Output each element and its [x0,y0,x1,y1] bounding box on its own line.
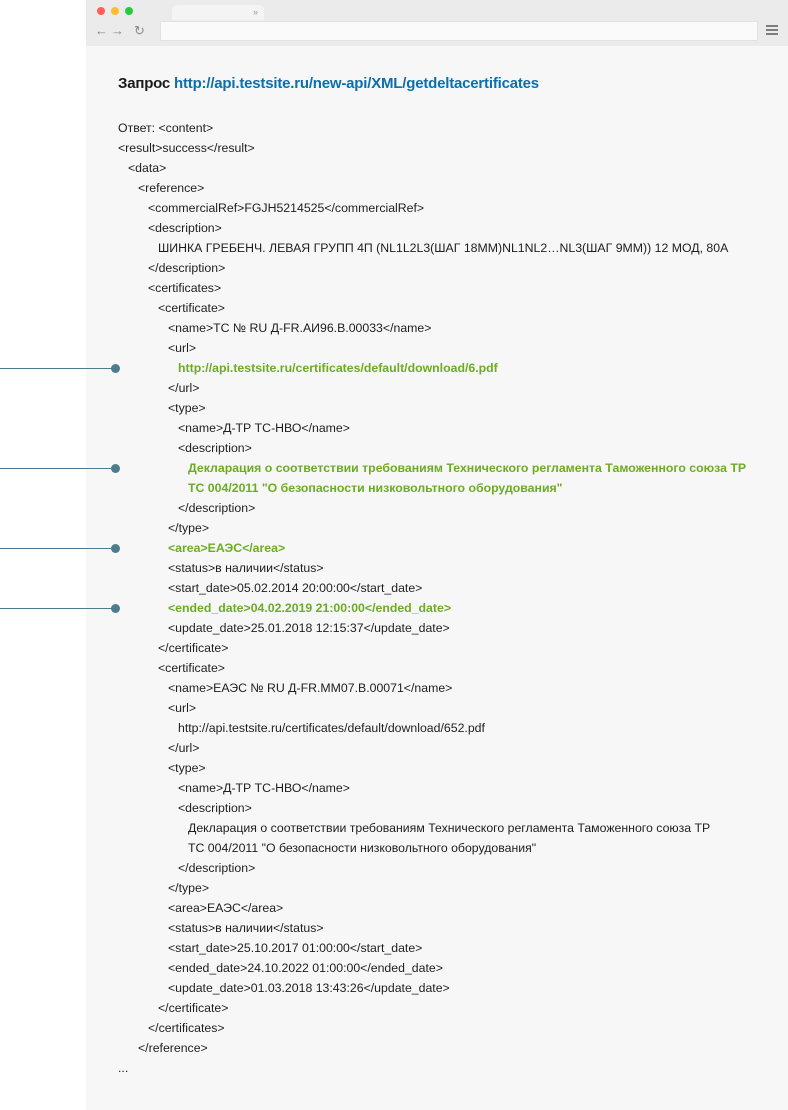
code-line: <status>в наличии</status> [168,561,324,575]
browser-toolbar [86,0,788,46]
minimize-window-button[interactable] [111,7,119,15]
address-bar[interactable] [160,21,758,41]
code-line: <description> [178,441,252,455]
callout-line [0,548,116,549]
code-line: </type> [168,521,210,535]
code-line: Декларация о соответствии требованиям Технического регламента Таможенного союза ТР [188,461,747,475]
request-heading [118,75,539,92]
code-line: <start_date>05.02.2014 20:00:00</start_date> [168,581,423,595]
hamburger-menu-icon[interactable] [766,25,778,35]
code-line: <description> [148,221,222,235]
request-label: Запрос [118,75,171,92]
code-line: <ended_date>04.02.2019 21:00:00</ended_date> [168,601,451,615]
code-line: <result>success</result> [118,141,255,155]
code-line: <name>ЕАЭС № RU Д-FR.ММ07.В.00071</name> [168,681,453,695]
callout-line [0,368,116,369]
callout-line [0,608,116,609]
callout-line [0,468,116,469]
code-line: </reference> [138,1041,208,1055]
callout-bullet-icon [111,464,120,473]
code-line: </certificate> [158,1001,229,1015]
code-line: ШИНКА ГРЕБЕНЧ. ЛЕВАЯ ГРУПП 4П (NL1L2L3(ШАГ 18MM)NL1NL2…NL3(ШАГ 9MM)) 12 МОД, 80А [158,241,729,255]
callout-bullet-icon [111,604,120,613]
request-url-link[interactable]: http://api.testsite.ru/new-api/XML/getdeltacertificates [174,75,539,92]
callout-bullet-icon [111,364,120,373]
code-line: ... [118,1061,129,1075]
code-line: </url> [168,381,200,395]
code-line: ТС 004/2011 "О безопасности низковольтного оборудования" [188,481,563,495]
maximize-window-button[interactable] [125,7,133,15]
code-line: <description> [178,801,252,815]
code-line: </url> [168,741,200,755]
code-line: Ответ: <content> [118,121,214,135]
code-line: <type> [168,761,206,775]
code-line: </type> [168,881,210,895]
code-line: <ended_date>24.10.2022 01:00:00</ended_date> [168,961,443,975]
code-line: <certificate> [158,661,225,675]
code-line: <commercialRef>FGJH5214525</commercialRef> [148,201,425,215]
tab-close-icon[interactable]: » [252,7,258,17]
code-line: <certificate> [158,301,225,315]
code-line: <area>ЕАЭС</area> [168,541,286,555]
code-line: <update_date>25.01.2018 12:15:37</update_date> [168,621,450,635]
code-line: Декларация о соответствии требованиям Технического регламента Таможенного союза ТР [188,821,711,835]
code-line: <update_date>01.03.2018 13:43:26</update_date> [168,981,450,995]
code-line: </description> [178,861,256,875]
code-line: <data> [128,161,167,175]
code-line: </description> [148,261,226,275]
code-line: <name>TC № RU Д-FR.АИ96.В.00033</name> [168,321,432,335]
code-line: <reference> [138,181,205,195]
browser-tab[interactable] [172,5,264,20]
reload-icon[interactable]: ↻ [134,23,145,38]
code-line: <type> [168,401,206,415]
callout-bullet-icon [111,544,120,553]
code-line: <status>в наличии</status> [168,921,324,935]
code-line: <start_date>25.10.2017 01:00:00</start_date> [168,941,423,955]
code-line: <name>Д-ТР ТС-НВО</name> [178,421,350,435]
code-line: </description> [178,501,256,515]
code-line: </certificates> [148,1021,225,1035]
forward-arrow-icon[interactable]: → [111,23,124,38]
code-line: <url> [168,701,197,715]
code-line: http://api.testsite.ru/certificates/default/download/652.pdf [178,721,485,735]
code-line: ТС 004/2011 "О безопасности низковольтного оборудования" [188,841,537,855]
back-arrow-icon[interactable]: ← [95,23,108,38]
close-window-button[interactable] [97,7,105,15]
code-line: <area>ЕАЭС</area> [168,901,284,915]
code-line: http://api.testsite.ru/certificates/default/download/6.pdf [178,361,498,375]
code-line: <url> [168,341,197,355]
code-line: <name>Д-ТР ТС-НВО</name> [178,781,350,795]
code-line: </certificate> [158,641,229,655]
code-line: <certificates> [148,281,222,295]
